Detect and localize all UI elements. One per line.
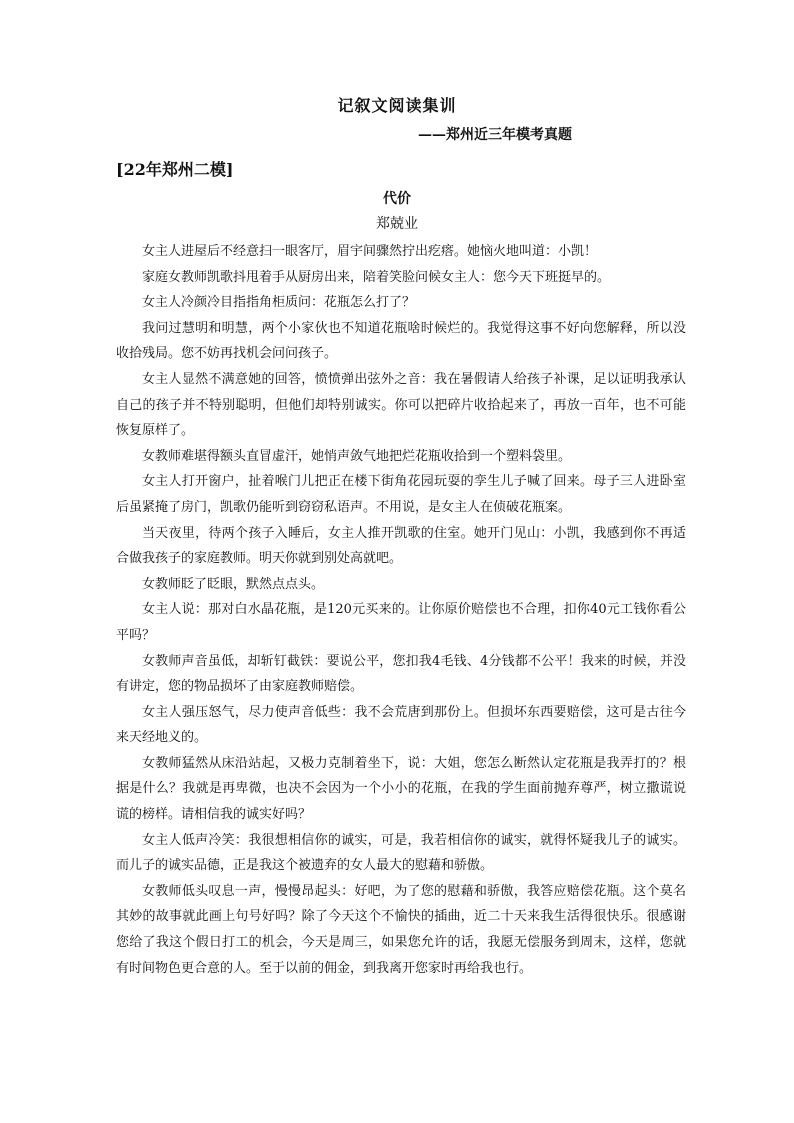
paragraph: 我问过慧明和明慧，两个小家伙也不知道花瓶啥时候烂的。我觉得这事不好向您解释，所以没收拾残局。您不妨再找机会问问孩子。 — [116, 320, 686, 362]
paragraph: 女主人冷颜冷目指指角柜质问：花瓶怎么打了？ — [142, 295, 416, 311]
paragraph: 女主人强压怒气，尽力使声音低些：我不会荒唐到那份上。但损坏东西要赔偿，这可是古往今来天经地义的。 — [116, 704, 686, 746]
paragraph: 女教师难堪得额头直冒虚汗，她悄声敛气地把烂花瓶收拾到一个塑料袋里。 — [142, 448, 572, 464]
paragraph: 女主人打开窗户，扯着喉门儿把正在楼下街角花园玩耍的孪生儿子喊了回来。母子三人进卧室后虽紧掩了房门，凯歌仍能听到窃窃私语声。不用说，是女主人在侦破花瓶案。 — [116, 474, 686, 515]
document-subtitle: ——郑州近三年模考真题 — [418, 127, 572, 143]
paragraph: 当天夜里，待两个孩子入睡后，女主人推开凯歌的住室。她开门见山：小凯，我感到你不再适合做我孩子的家庭教师。明天你就到别处高就吧。 — [116, 525, 686, 567]
paragraph: 女教师声音虽低，却斩钉截铁：要说公平，您扣我4毛钱、4分钱都不公平！我来的时候，并没有讲定，您的物品损坏了由家庭教师赔偿。 — [116, 653, 686, 695]
document-title: 记叙文阅读集训 — [337, 96, 457, 115]
paragraph: 女主人说：那对白水晶花瓶，是120元买来的。让你原价赔偿也不合理，扣你40元工钱你看公平吗？ — [116, 602, 686, 643]
paragraph: 女教师猛然从床沿站起，又极力克制着坐下，说：大姐，您怎么断然认定花瓶是我弄打的？根据是什么？我就是再卑微，也决不会因为一个小小的花瓶，在我的学生面前抛弃尊严，树立撒谎说谎的榜样。请相信我的诚实好吗？ — [116, 755, 686, 823]
paragraph: 女主人进屋后不经意扫一眼客厅，眉宇间骤然拧出疙瘩。她恼火地叫道：小凯！ — [142, 244, 598, 259]
paragraph: 女教师眨了眨眼，默然点点头。 — [142, 576, 325, 592]
story-title: 代价 — [383, 191, 411, 207]
story-author: 郑兢业 — [376, 216, 418, 232]
paragraph: 女教师低头叹息一声，慢慢昂起头：好吧，为了您的慰藉和骄傲，我答应赔偿花瓶。这个莫名其妙的故事就此画上句号好吗？除了今天这个不愉快的插曲，近二十天来我生活得很快乐。很感谢您给了我这个假日打工的机会，今天是周三，如果您允许的话，我愿无偿服务到周末，这样，您就有时间物色更合意的人。至于以前的佣金，到我离开您家时再给我也行。 — [116, 883, 686, 976]
paragraph: 家庭女教师凯歌抖甩着手从厨房出来，陪着笑脸问候女主人：您今天下班挺早的。 — [142, 269, 611, 285]
paragraph: 女主人显然不满意她的回答，愤愤弹出弦外之音：我在暑假请人给孩子补课，足以证明我承认自己的孩子并不特别聪明，但他们却特别诚实。你可以把碎片收拾起来了，再放一百年，也不可能恢复原样了。 — [116, 371, 686, 439]
paragraph: 女主人低声冷笑：我很想相信你的诚实，可是，我若相信你的诚实，就得怀疑我儿子的诚实。而儿子的诚实品德，正是我这个被遗弃的女人最大的慰藉和骄傲。 — [116, 832, 686, 874]
section-label: [22年郑州二模] — [116, 160, 234, 179]
story-body — [116, 239, 686, 981]
